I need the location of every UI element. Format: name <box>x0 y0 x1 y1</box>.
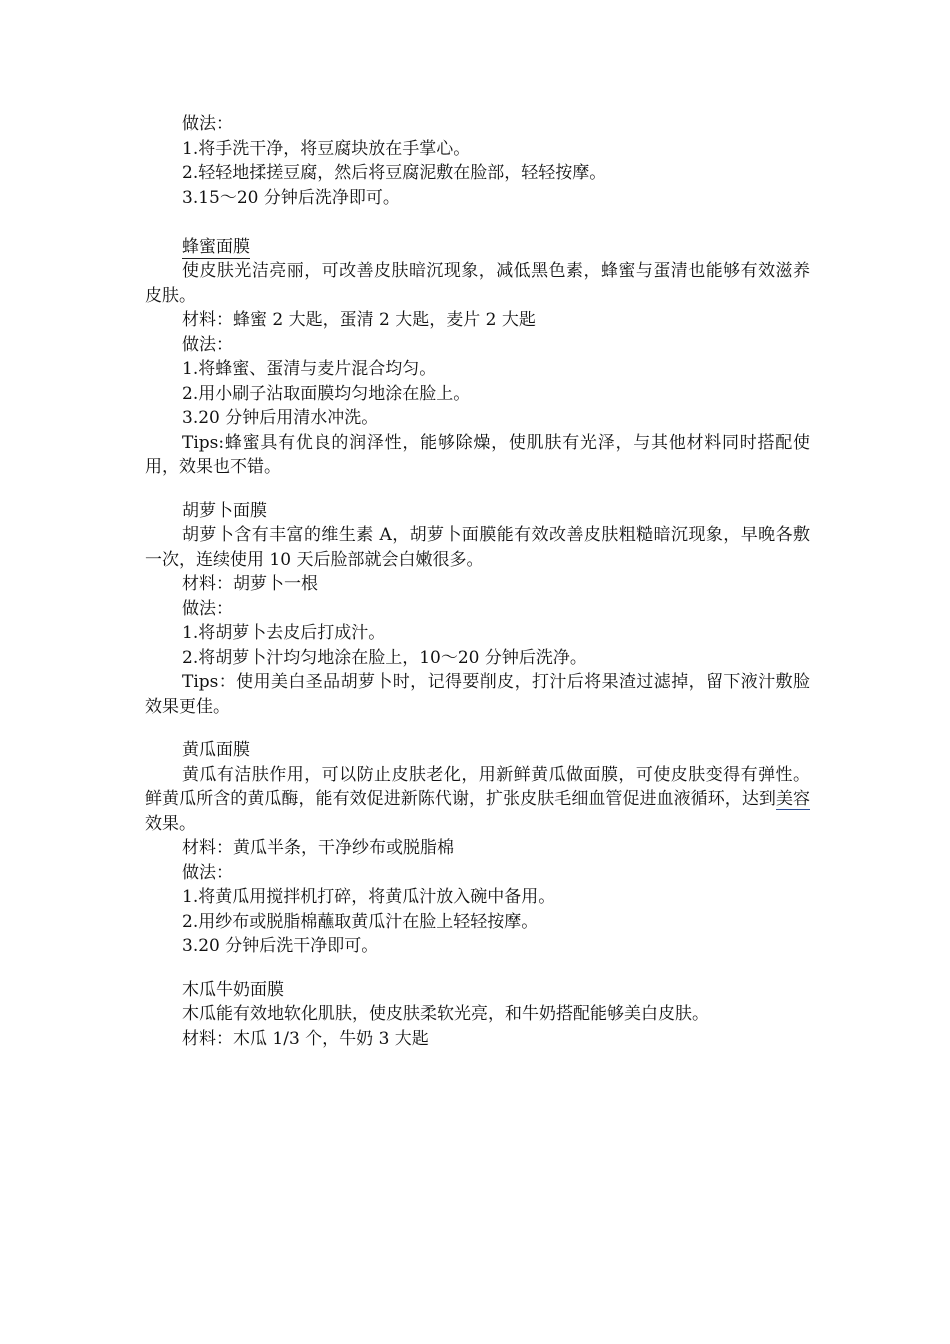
section-title-cucumber: 黄瓜面膜 <box>182 740 250 760</box>
step-item: 1.将黄瓜用搅拌机打碎，将黄瓜汁放入碗中备用。 <box>182 887 556 907</box>
step-item: 1.将手洗干净，将豆腐块放在手掌心。 <box>182 138 471 159</box>
step-item: 1.将蜂蜜、蛋清与麦片混合均匀。 <box>182 359 437 379</box>
section-title-papaya: 木瓜牛奶面膜 <box>182 979 284 1000</box>
section-title-carrot: 胡萝卜面膜 <box>182 500 267 521</box>
intro-paragraph: 木瓜能有效地软化肌肤，使皮肤柔软光亮，和牛奶搭配能够美白皮肤。 <box>182 1004 709 1024</box>
method-label: 做法： <box>182 114 233 134</box>
beauty-link[interactable]: 美容 <box>775 789 811 809</box>
materials-line: 材料：胡萝卜一根 <box>182 574 318 594</box>
intro-text: 黄瓜有洁肤作用，可以防止皮肤老化，用新鲜黄瓜做面膜，可使皮肤变得有弹性。鲜黄瓜所含的黄瓜酶，能有效促进新陈代谢，扩张皮肤毛细血管促进血液循环，达到 <box>145 764 810 809</box>
step-item: 2.轻轻地揉搓豆腐，然后将豆腐泥敷在脸部，轻轻按摩。 <box>182 163 607 183</box>
step-item: 2.将胡萝卜汁均匀地涂在脸上，10～20 分钟后洗净。 <box>182 647 587 668</box>
step-item: 1.将胡萝卜去皮后打成汁。 <box>182 623 386 643</box>
tips-paragraph: Tips：使用美白圣品胡萝卜时，记得要削皮，打汁后将果渣过滤掉，留下液汁敷脸效果更佳。 <box>145 672 810 717</box>
step-item: 2.用小刷子沾取面膜均匀地涂在脸上。 <box>182 383 471 404</box>
method-label: 做法： <box>182 862 233 883</box>
tips-paragraph: Tips:蜂蜜具有优良的润泽性，能够除燥，使肌肤有光泽，与其他材料同时搭配使用，效果也不错。 <box>145 432 810 477</box>
materials-line: 材料：黄瓜半条，干净纱布或脱脂棉 <box>182 838 454 858</box>
section-title-text[interactable]: 蜂蜜面膜 <box>182 236 250 257</box>
materials-line: 材料：蜂蜜 2 大匙，蛋清 2 大匙，麦片 2 大匙 <box>182 310 536 330</box>
materials-line: 材料：木瓜 1/3 个，牛奶 3 大匙 <box>182 1028 429 1049</box>
step-item: 2.用纱布或脱脂棉蘸取黄瓜汁在脸上轻轻按摩。 <box>182 911 539 932</box>
step-item: 3.20 分钟后用清水冲洗。 <box>182 408 379 428</box>
method-label: 做法： <box>182 334 233 355</box>
section-title-honey[interactable] <box>145 235 810 260</box>
step-item: 3.20 分钟后洗干净即可。 <box>182 936 379 956</box>
step-item: 3.15～20 分钟后洗净即可。 <box>182 187 400 208</box>
method-label: 做法： <box>182 598 233 619</box>
intro-text-end: 效果。 <box>145 813 196 834</box>
document-body <box>145 112 810 1051</box>
intro-paragraph: 使皮肤光洁亮丽，可改善皮肤暗沉现象，减低黑色素，蜂蜜与蛋清也能够有效滋养皮肤。 <box>145 261 810 306</box>
intro-paragraph: 胡萝卜含有丰富的维生素 A，胡萝卜面膜能有效改善皮肤粗糙暗沉现象，早晚各敷一次，连续使用 10 天后脸部就会白嫩很多。 <box>145 525 810 570</box>
intro-paragraph <box>145 763 810 837</box>
